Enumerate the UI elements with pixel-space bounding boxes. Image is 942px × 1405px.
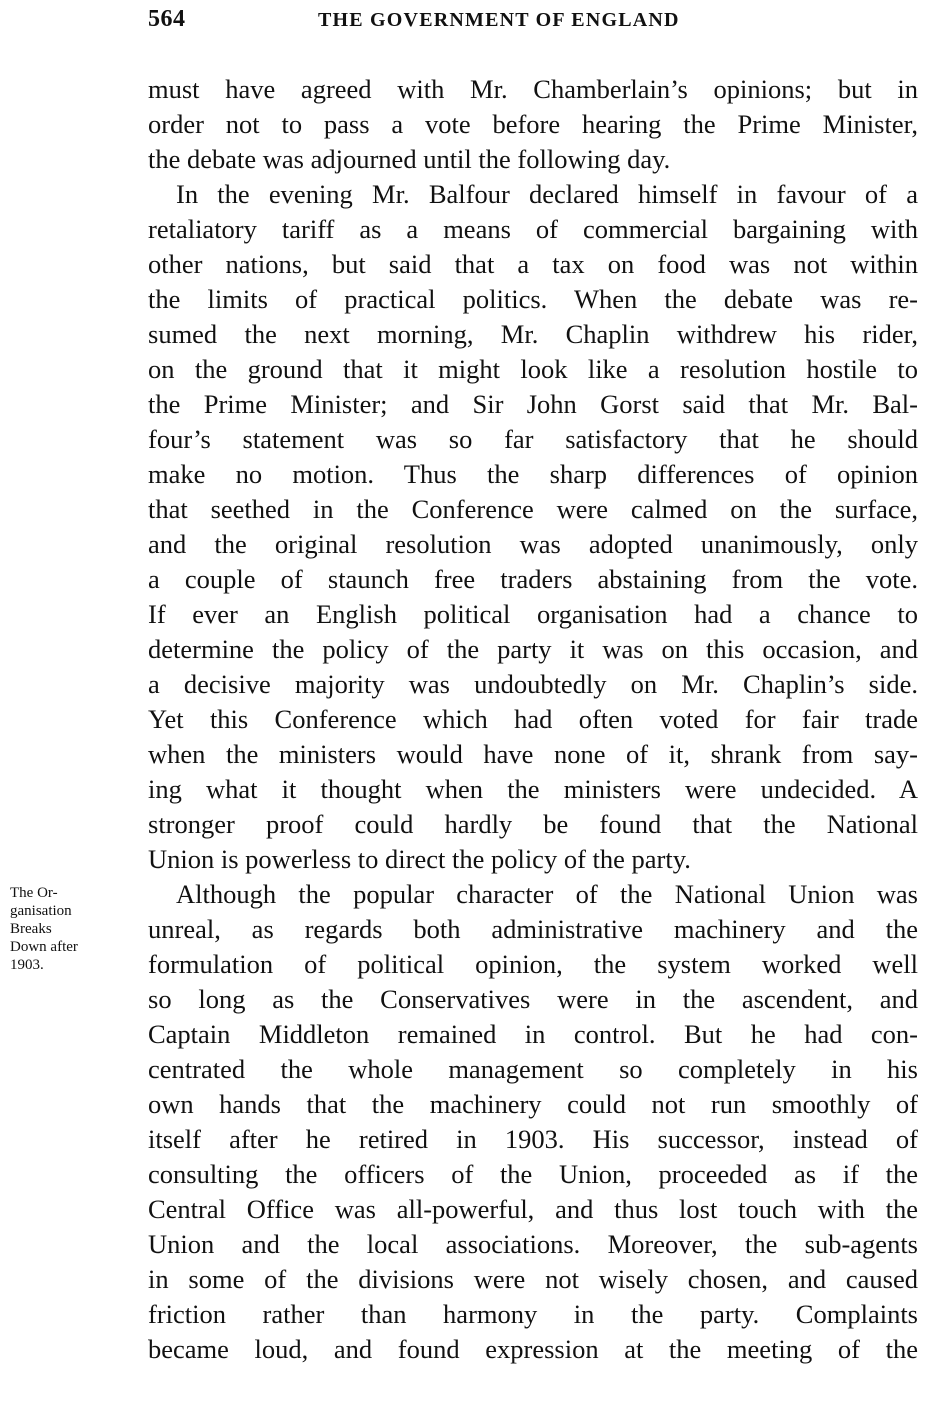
text-line: Yet this Conference which had often voted for fair trade (148, 704, 918, 734)
text-line: must have agreed with Mr. Chamberlain’s opinions; but in (148, 74, 918, 104)
body-text (148, 72, 918, 1367)
text-line: Central Office was all-powerful, and thus lost touch with the (148, 1194, 918, 1224)
text-line: the limits of practical politics. When the debate was re- (148, 284, 918, 314)
text-line: in some of the divisions were not wisely chosen, and caused (148, 1264, 918, 1294)
text-line: make no motion. Thus the sharp differences of opinion (148, 459, 918, 489)
text-line: became loud, and found expression at the meeting of the (148, 1334, 918, 1364)
text-line: ing what it thought when the ministers were undecided. A (148, 774, 918, 804)
margin-note-line: 1903. (10, 957, 44, 973)
text-line: other nations, but said that a tax on food was not within (148, 249, 918, 279)
text-line: four’s statement was so far satisfactory that he should (148, 424, 918, 454)
margin-note (10, 884, 130, 974)
text-line: a couple of staunch free traders abstaining from the vote. (148, 564, 918, 594)
text-line: on the ground that it might look like a resolution hostile to (148, 354, 918, 384)
text-line: Union is powerless to direct the policy of the party. (148, 844, 691, 874)
text-line: If ever an English political organisation had a chance to (148, 599, 918, 629)
text-line: Union and the local associations. Moreover, the sub-agents (148, 1229, 918, 1259)
text-line: that seethed in the Conference were calmed on the surface, (148, 494, 918, 524)
text-line: determine the policy of the party it was on this occasion, and (148, 634, 918, 664)
text-line: the debate was adjourned until the following day. (148, 144, 671, 174)
margin-note-line: The Or- (10, 885, 58, 901)
text-line: own hands that the machinery could not run smoothly of (148, 1089, 918, 1119)
page-header (148, 6, 918, 40)
text-line: order not to pass a vote before hearing the Prime Minister, (148, 109, 918, 139)
text-line: centrated the whole management so completely in his (148, 1054, 918, 1084)
text-line: In the evening Mr. Balfour declared himself in favour of a (176, 179, 918, 209)
text-line: itself after he retired in 1903. His successor, instead of (148, 1124, 918, 1154)
page-number: 564 (148, 6, 186, 32)
text-line: and the original resolution was adopted unanimously, only (148, 529, 918, 559)
text-line: so long as the Conservatives were in the ascendent, and (148, 984, 918, 1014)
margin-note-line: ganisation (10, 903, 72, 919)
text-line: Although the popular character of the National Union was (176, 879, 918, 909)
margin-note-line: Breaks (10, 921, 52, 937)
running-title: THE GOVERNMENT OF ENGLAND (318, 9, 680, 31)
text-line: a decisive majority was undoubtedly on Mr. Chaplin’s side. (148, 669, 918, 699)
text-line: Captain Middleton remained in control. But he had con- (148, 1019, 918, 1049)
text-line: consulting the officers of the Union, proceeded as if the (148, 1159, 918, 1189)
text-line: friction rather than harmony in the party. Complaints (148, 1299, 918, 1329)
text-line: retaliatory tariff as a means of commercial bargaining with (148, 214, 918, 244)
text-line: when the ministers would have none of it, shrank from say- (148, 739, 918, 769)
text-line: formulation of political opinion, the system worked well (148, 949, 918, 979)
text-line: unreal, as regards both administrative machinery and the (148, 914, 918, 944)
margin-note-line: Down after (10, 939, 78, 955)
text-line: the Prime Minister; and Sir John Gorst said that Mr. Bal- (148, 389, 918, 419)
text-line: sumed the next morning, Mr. Chaplin withdrew his rider, (148, 319, 918, 349)
text-line: stronger proof could hardly be found that the National (148, 809, 918, 839)
